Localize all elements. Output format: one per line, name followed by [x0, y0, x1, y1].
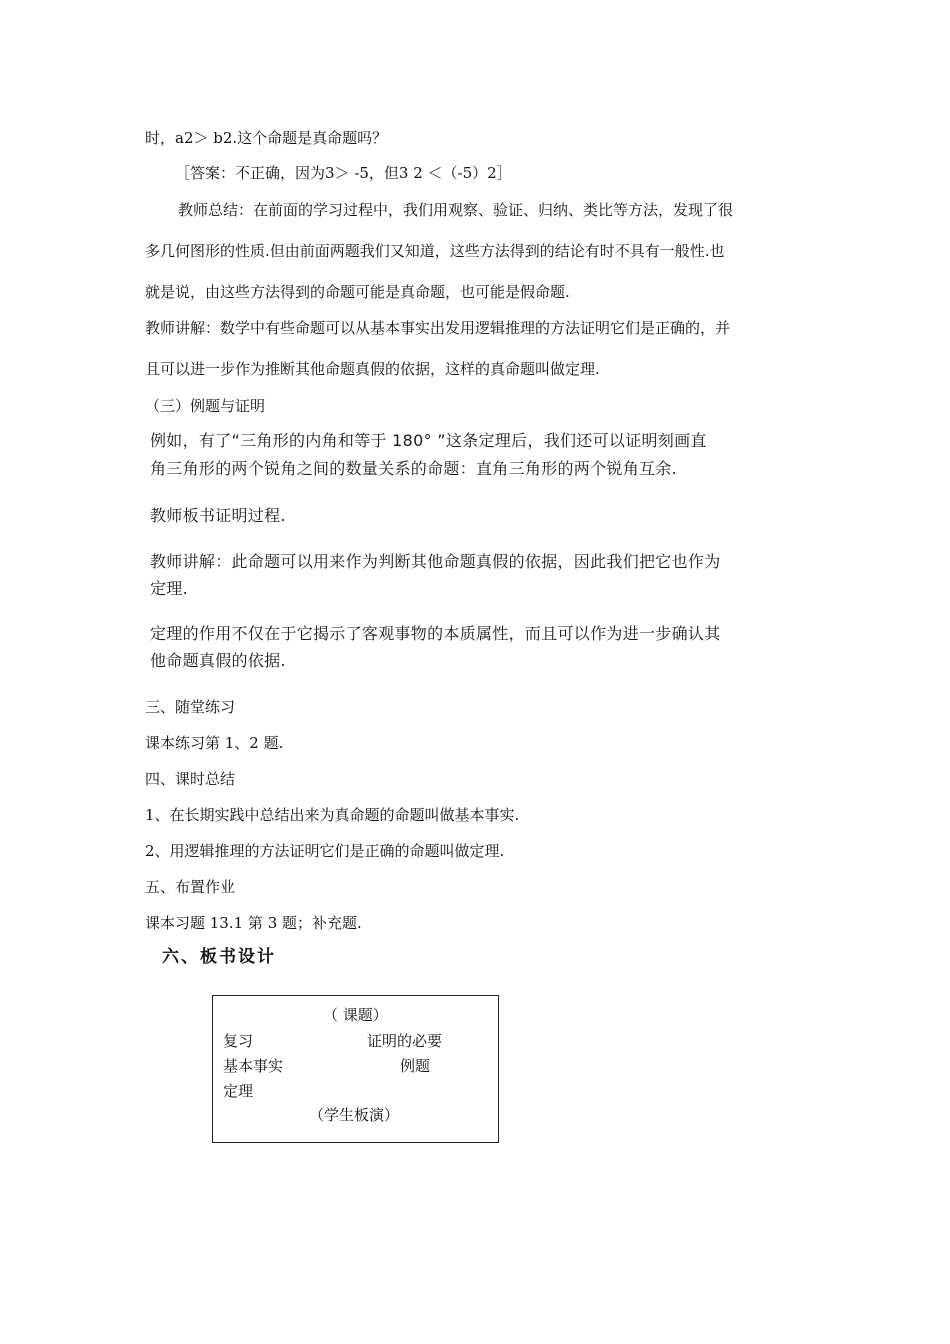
- paragraph-answer: ［答案：不正确，因为3＞ -5，但3 2 ＜（-5）2］: [175, 164, 512, 182]
- board-necessity: 证明的必要: [367, 1032, 443, 1050]
- homework-text: 课本习题 13.1 第 3 题；补充题.: [145, 914, 362, 932]
- board-theorem: 定理: [223, 1082, 254, 1100]
- practice-text: 课本练习第 1、2 题.: [145, 734, 284, 752]
- section-heading-summary: 四、课时总结: [145, 770, 236, 788]
- section-heading-homework: 五、布置作业: [145, 878, 236, 896]
- paragraph-teacher-summary-cont: 多几何图形的性质.但由前面两题我们又知道，这些方法得到的结论有时不具有一般性.也: [145, 242, 725, 260]
- section-heading-board-design: 六、板书设计: [162, 947, 276, 967]
- paragraph-teacher-summary: 教师总结：在前面的学习过程中，我们用观察、验证、归纳、类比等方法，发现了很: [178, 201, 734, 219]
- handwritten-theorem-line2: 他命题真假的依据.: [150, 651, 286, 670]
- paragraph-teacher-explain-cont: 且可以进一步作为推断其他命题真假的依据，这样的真命题叫做定理.: [145, 360, 600, 378]
- paragraph-teacher-summary-end: 就是说，由这些方法得到的命题可能是真命题，也可能是假命题.: [145, 283, 570, 301]
- board-design-box: [212, 995, 499, 1143]
- section-heading-practice: 三、随堂练习: [145, 698, 236, 716]
- section-heading-examples: （三）例题与证明: [145, 397, 266, 415]
- board-title: （ 课题）: [323, 1006, 388, 1024]
- handwritten-board-proof: 教师板书证明过程.: [150, 506, 286, 525]
- handwritten-explain-line2: 定理.: [150, 579, 188, 598]
- paragraph-teacher-explain: 教师讲解：数学中有些命题可以从基本事实出发用逻辑推理的方法证明它们是正确的，并: [145, 319, 731, 337]
- summary-item-1: 1、在长期实践中总结出来为真命题的命题叫做基本事实.: [145, 806, 520, 824]
- handwritten-example-line1: 例如，有了“三角形的内角和等于 180° ”这条定理后，我们还可以证明刻画直: [150, 431, 707, 450]
- summary-item-2: 2、用逻辑推理的方法证明它们是正确的命题叫做定理.: [145, 842, 505, 860]
- handwritten-theorem-line1: 定理的作用不仅在于它揭示了客观事物的本质属性，而且可以作为进一步确认其: [150, 624, 721, 643]
- board-basic-fact: 基本事实: [223, 1057, 284, 1075]
- handwritten-example-line2: 角三角形的两个锐角之间的数量关系的命题：直角三角形的两个锐角互余.: [150, 459, 677, 478]
- board-student-demo: （学生板演）: [309, 1106, 400, 1124]
- board-review: 复习: [223, 1032, 254, 1050]
- paragraph-question: 时，a2＞ b2.这个命题是真命题吗？: [145, 129, 388, 147]
- board-example: 例题: [400, 1057, 431, 1075]
- handwritten-explain-line1: 教师讲解：此命题可以用来作为判断其他命题真假的依据，因此我们把它也作为: [150, 552, 721, 571]
